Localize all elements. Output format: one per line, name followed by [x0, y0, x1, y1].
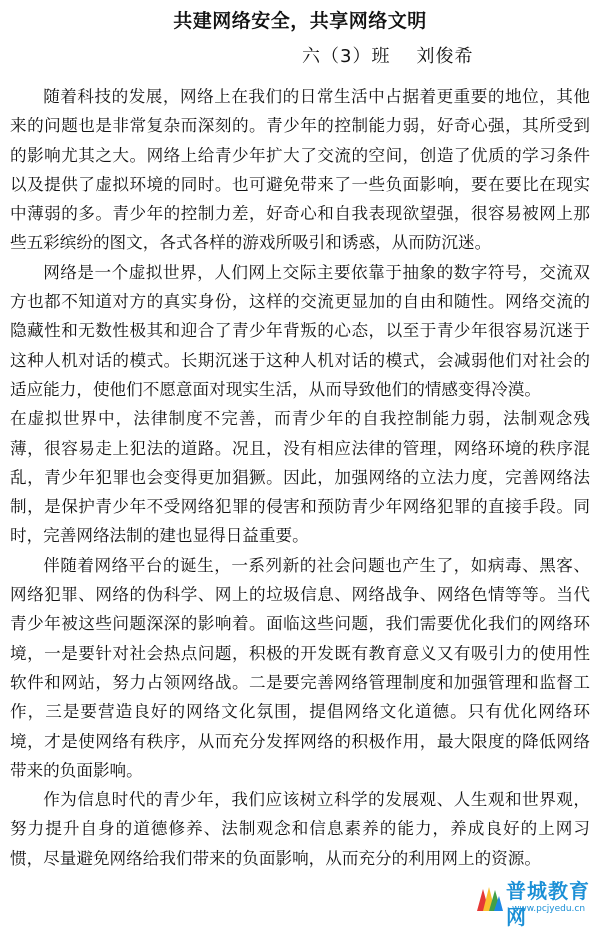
paragraph-5: 作为信息时代的青少年，我们应该树立科学的发展观、人生观和世界观，努力提升自身的道德修养、法制观念和信息素养的能力，养成良好的上网习惯，尽量避免网络给我们带来的负面影响，从而充分的利用网上的资源。	[10, 790, 590, 868]
watermark-url: www.pcjyedu.cn	[512, 904, 586, 914]
site-watermark	[474, 878, 594, 929]
document-title: 共建网络安全，共享网络文明	[173, 10, 427, 32]
class-name: 六（3）班	[302, 46, 391, 67]
paragraph-3: 在虚拟世界中，法律制度不完善，而青少年的自我控制能力弱，法制观念残薄，很容易走上犯法的道路。况且，没有相应法律的管理，网络环境的秩序混乱，青少年犯罪也会变得更加猖獗。因此，加强网络的立法力度，完善网络法制，是保护青少年不受网络犯罪的侵害和预防青少年网络犯罪的直接手段。同时，完善网络法制的建也显得日益重要。	[10, 409, 590, 546]
paragraph-4: 伴随着网络平台的诞生，一系列新的社会问题也产生了，如病毒、黑客、网络犯罪、网络的伪科学、网上的垃圾信息、网络战争、网络色情等等。当代青少年被这些问题深深的影响着。面临这些问题，我们需要优化我们的网络环境，一是要针对社会热点问题，积极的开发既有教育意义又有吸引力的使用性软件和网站，努力占领网络战。二是要完善网络管理制度和加强管理和监督工作，三是要营造良好的网络文化氛围，提倡网络文化道德。只有优化网络环境，才是使网络有秩序，从而充分发挥网络的积极作用，最大限度的降低网络带来的负面影响。	[10, 555, 590, 780]
paragraph-2: 网络是一个虚拟世界，人们网上交际主要依靠于抽象的数字符号，交流双方也都不知道对方的真实身份，这样的交流更显加的自由和随性。网络交流的隐藏性和无数性极其和迎合了青少年背叛的心态，以至于青少年很容易沉迷于这种人机对话的模式。长期沉迷于这种人机对话的模式，会减弱他们对社会的适应能力，使他们不愿意面对现实生活，从而导致他们的情感变得冷漠。	[10, 262, 590, 399]
byline	[10, 42, 590, 72]
watermark-text: 普城教育网	[506, 879, 590, 929]
author-name: 刘俊希	[416, 46, 474, 67]
pencil-logo-icon	[474, 884, 504, 914]
paragraph-1: 随着科技的发展，网络上在我们的日常生活中占据着更重要的地位，其他来的问题也是非常复杂而深刻的。青少年的控制能力弱，好奇心强，其所受到的影响尤其之大。网络上给青少年扩大了交流的空间，创造了优质的学习条件以及提供了虚拟环境的同时。也可避免带来了一些负面影响，要在要比在现实中薄弱的多。青少年的控制力差，好奇心和自我表现欲望强，很容易被网上那些五彩缤纷的图文，各式各样的游戏所吸引和诱惑，从而防沉迷。	[10, 87, 590, 253]
